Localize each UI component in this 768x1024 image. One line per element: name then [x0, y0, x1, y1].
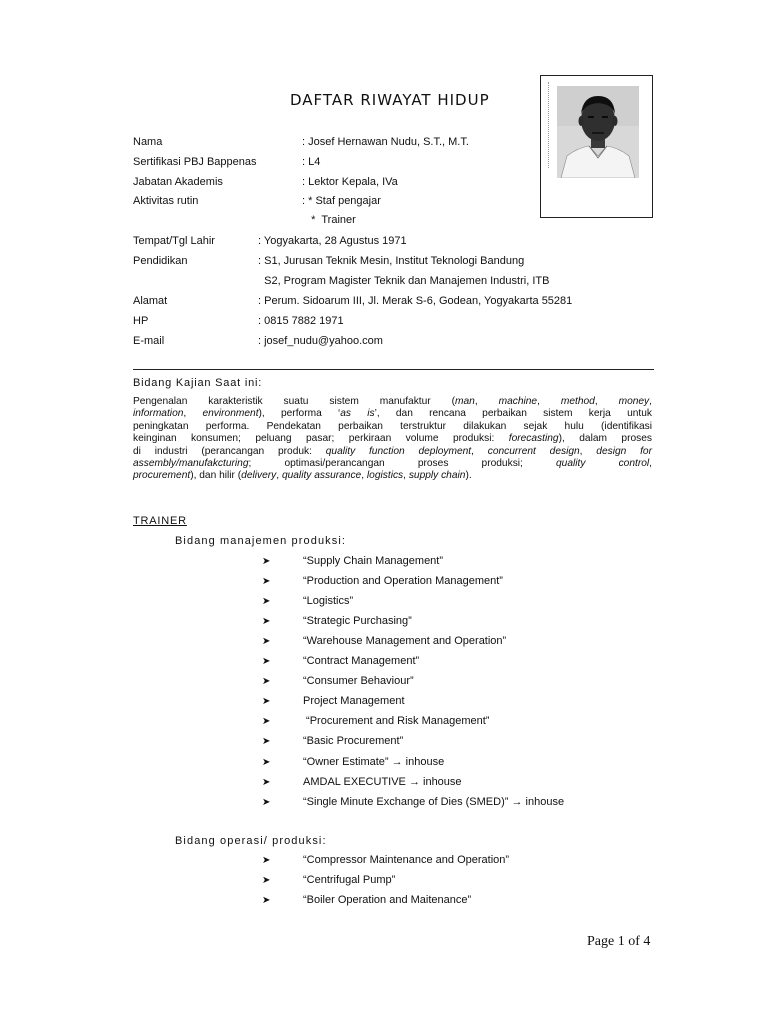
profile-photo: [557, 86, 639, 178]
page-number: Page 1 of 4: [587, 934, 651, 949]
education-value-2: S2, Program Magister Teknik dan Manajemen Industri, ITB: [258, 275, 550, 287]
bullet-arrow-icon: ➤: [262, 796, 271, 808]
bullet-arrow-icon: ➤: [262, 556, 271, 567]
bullet-arrow-icon: ➤: [262, 855, 271, 866]
kajian-line: keinginan konsumen; peluang pasar; perkiraan volume produksi: forecasting), dalam proses: [133, 433, 652, 445]
phone-label: HP: [133, 315, 149, 327]
operasi-heading: Bidang operasi/ produksi:: [175, 835, 327, 847]
operasi-item: “Compressor Maintenance and Operation”: [303, 854, 510, 866]
document-title: DAFTAR RIWAYAT HIDUP: [290, 91, 490, 109]
bullet-arrow-icon: ➤: [262, 736, 271, 748]
kajian-line: assembly/manufakcturing; optimasi/perancangan proses produksi; quality control,: [133, 457, 653, 469]
bullet-arrow-icon: ➤: [262, 875, 271, 887]
certification-value: : L4: [302, 156, 321, 168]
academic-position-label: Jabatan Akademis: [133, 176, 223, 188]
kajian-line: di industri (perancangan produk: quality function deployment, concurrent design, design for: [133, 445, 652, 457]
name-label: Nama: [133, 136, 163, 148]
birth-value: : Yogyakarta, 28 Agustus 1971: [258, 235, 407, 247]
bullet-arrow-icon: ➤: [262, 616, 271, 628]
bullet-arrow-icon: ➤: [262, 696, 271, 708]
manajemen-heading: Bidang manajemen produksi:: [175, 535, 347, 547]
email-label: E-mail: [133, 335, 165, 347]
kajian-line: Pengenalan karakteristik suatu sistem manufaktur (man, machine, method, money,: [133, 396, 652, 407]
education-label: Pendidikan: [133, 255, 188, 267]
kajian-paragraph: [133, 396, 652, 483]
name-value: : Josef Hernawan Nudu, S.T., M.T.: [302, 136, 469, 148]
birth-label: Tempat/Tgl Lahir: [133, 235, 215, 247]
bullet-arrow-icon: ➤: [262, 776, 271, 788]
manajemen-item: “Procurement and Risk Management”: [303, 715, 490, 728]
manajemen-item: “Supply Chain Management”: [303, 555, 444, 567]
kajian-line: procurement), dan hilir (delivery, quality assurance, logistics, supply chain).: [133, 470, 472, 482]
trainer-heading: TRAINER: [133, 515, 187, 527]
address-label: Alamat: [133, 295, 168, 307]
bullet-arrow-icon: ➤: [262, 895, 271, 907]
photo-frame: [540, 75, 653, 218]
manajemen-item: “Strategic Purchasing”: [303, 615, 412, 628]
kajian-line: information, environment), performa ‘as is’, dan rencana perbaikan sistem kerja untuk: [133, 408, 652, 420]
manajemen-item: “Basic Procurement”: [303, 735, 404, 748]
routine-activity-value-2: * Trainer: [302, 214, 356, 226]
manajemen-item: “Consumer Behaviour”: [303, 675, 414, 688]
routine-activity-label: Aktivitas rutin: [133, 195, 199, 207]
manajemen-item: AMDAL EXECUTIVE → inhouse: [303, 775, 462, 788]
bullet-arrow-icon: ➤: [262, 756, 271, 768]
academic-position-value: : Lektor Kepala, IVa: [302, 176, 398, 188]
section-divider: [133, 369, 654, 370]
bullet-arrow-icon: ➤: [262, 656, 271, 668]
manajemen-item: “Contract Management”: [303, 655, 420, 668]
bullet-arrow-icon: ➤: [262, 676, 271, 688]
email-value: : josef_nudu@yahoo.com: [258, 335, 383, 347]
kajian-heading: Bidang Kajian Saat ini:: [133, 377, 263, 389]
bullet-arrow-icon: ➤: [262, 636, 271, 648]
bullet-arrow-icon: ➤: [262, 716, 271, 728]
manajemen-item: Project Management: [303, 695, 405, 708]
address-value: : Perum. Sidoarum III, Jl. Merak S-6, Godean, Yogyakarta 55281: [258, 295, 573, 307]
operasi-item: “Boiler Operation and Maitenance”: [303, 894, 472, 907]
phone-value: : 0815 7882 1971: [258, 315, 344, 327]
manajemen-item: “Warehouse Management and Operation”: [303, 635, 507, 648]
kajian-line: peningkatan performa. Pendekatan perbaikan terstruktur dilakukan sejak hulu (identifikasi: [133, 420, 652, 432]
operasi-item: “Centrifugal Pump”: [303, 874, 396, 887]
manajemen-item: “Production and Operation Management”: [303, 575, 503, 588]
manajemen-item: “Logistics”: [303, 595, 354, 608]
routine-activity-value-1: : * Staf pengajar: [302, 195, 381, 207]
education-value-1: : S1, Jurusan Teknik Mesin, Institut Teknologi Bandung: [258, 255, 525, 267]
bullet-arrow-icon: ➤: [262, 576, 271, 588]
certification-label: Sertifikasi PBJ Bappenas: [133, 156, 257, 168]
bullet-arrow-icon: ➤: [262, 596, 271, 608]
manajemen-item: “Owner Estimate” → inhouse: [303, 755, 445, 768]
manajemen-item: “Single Minute Exchange of Dies (SMED)” → inhouse: [303, 795, 565, 808]
photo-frame-dotted-mark: [548, 82, 551, 168]
